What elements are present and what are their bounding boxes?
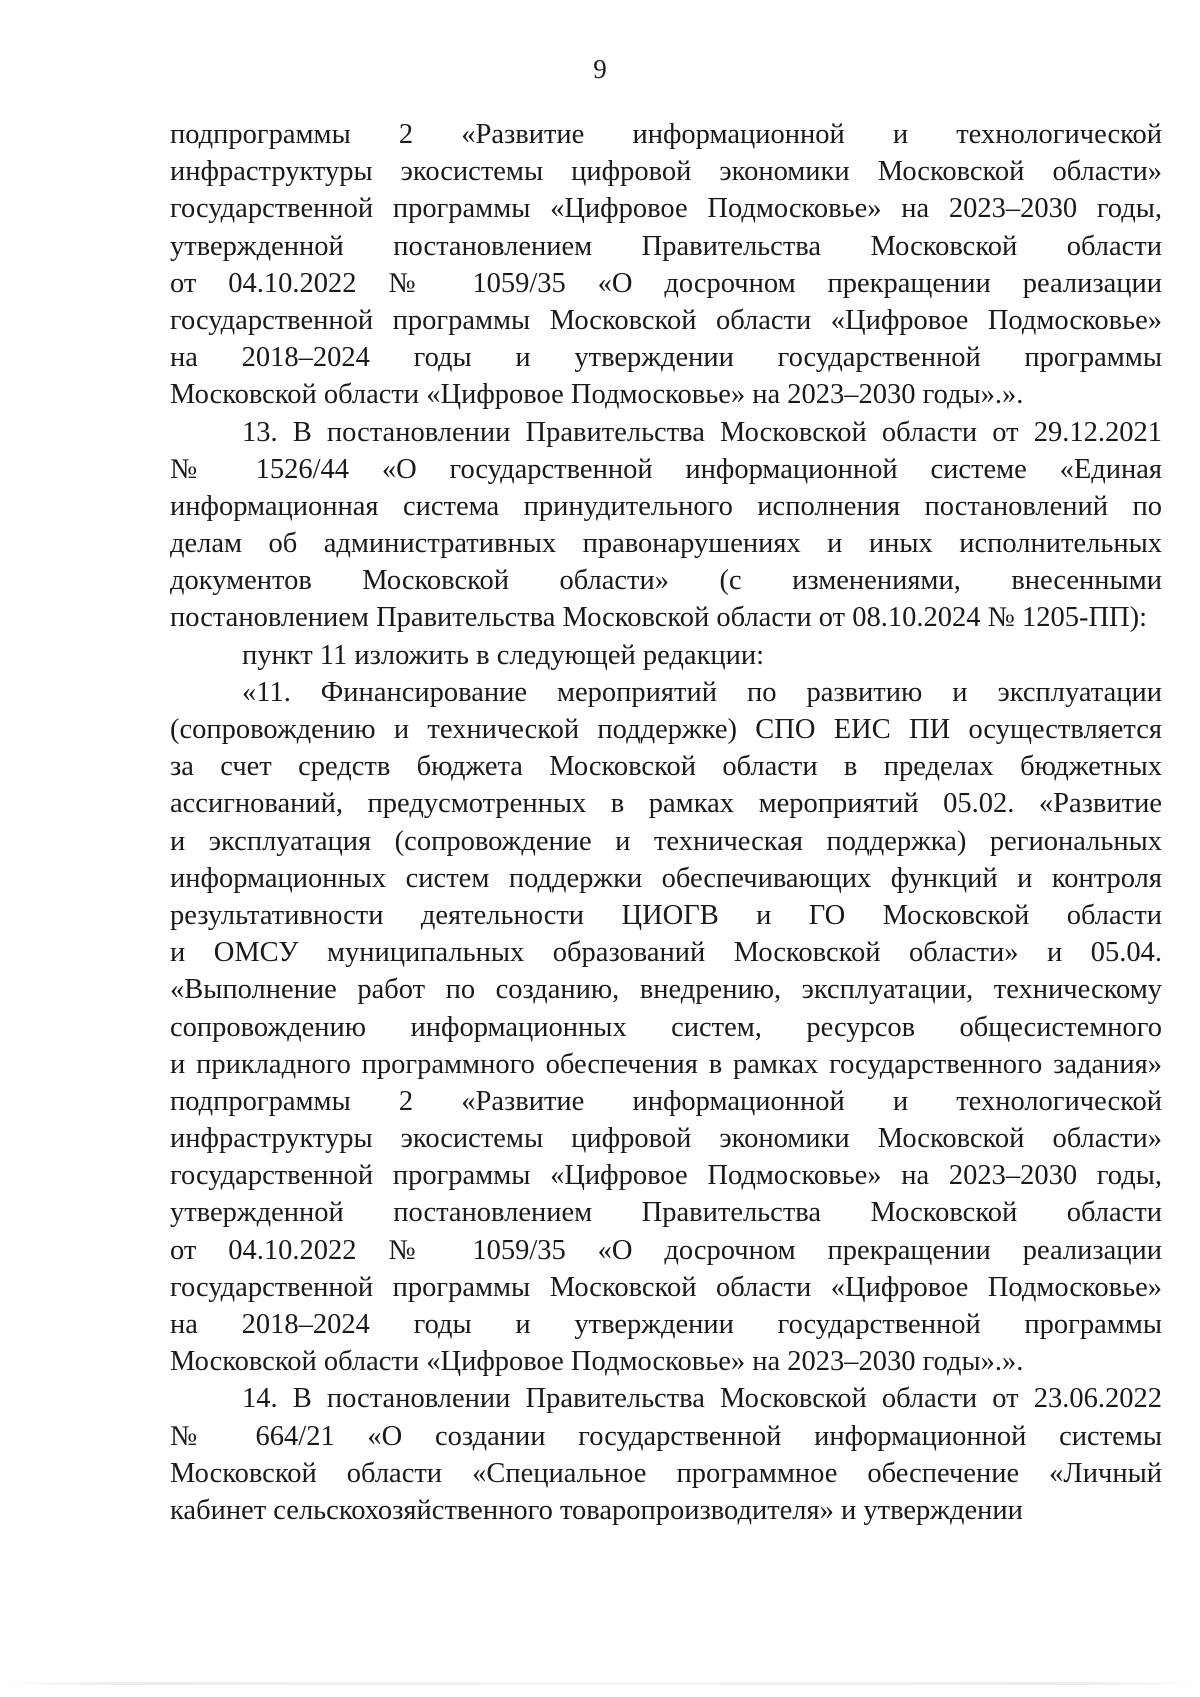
paragraph [170, 1380, 1162, 1529]
text-line: и прикладного программного обеспечения в рамках государственного задания» [170, 1048, 1162, 1080]
text-line: пункт 11 изложить в следующей редакции: [242, 639, 765, 671]
text-line: Московской области «Цифровое Подмосковье» на 2023–2030 годы».». [170, 1346, 1024, 1378]
text-line: инфраструктуры экосистемы цифровой экономики Московской области» [170, 156, 1162, 188]
text-line: (сопровождению и технической поддержке) СПО ЕИС ПИ осуществляется [170, 714, 1162, 745]
scan-edge-artifact [0, 1682, 1200, 1685]
paragraph [170, 674, 1162, 1381]
text-line: государственной программы «Цифровое Подмосковье» на 2023–2030 годы, [170, 193, 1162, 225]
text-line: результативности деятельности ЦИОГВ и ГО Московской области [170, 899, 1162, 931]
text-line: «11. Финансирование мероприятий по развитию и эксплуатации [242, 676, 1162, 708]
text-line: от 04.10.2022 № 1059/35 «О досрочном прекращении реализации [170, 267, 1162, 299]
text-line: утвержденной постановлением Правительства Московской области [170, 1197, 1162, 1229]
page-number: 9 [593, 54, 607, 84]
text-line: ассигнований, предусмотренных в рамках мероприятий 05.02. «Развитие [170, 788, 1162, 820]
text-line: утвержденной постановлением Правительства Московской области [170, 230, 1162, 262]
text-line: документов Московской области» (с изменениями, внесенными [170, 565, 1162, 597]
text-line: № 1526/44 «О государственной информационной системе «Единая [170, 453, 1162, 485]
text-line: подпрограммы 2 «Развитие информационной и технологической [170, 119, 1162, 150]
text-line: № 664/21 «О создании государственной информационной системы [170, 1420, 1162, 1452]
text-line: государственной программы «Цифровое Подмосковье» на 2023–2030 годы, [170, 1160, 1162, 1192]
text-line: сопровождению информационных систем, ресурсов общесистемного [170, 1011, 1162, 1043]
text-line: и ОМСУ муниципальных образований Московской области» и 05.04. [170, 937, 1162, 969]
paragraph [170, 116, 1162, 414]
text-line: инфраструктуры экосистемы цифровой экономики Московской области» [170, 1123, 1162, 1155]
text-line: государственной программы Московской области «Цифровое Подмосковье» [170, 304, 1162, 336]
text-line: подпрограммы 2 «Развитие информационной и технологической [170, 1085, 1162, 1117]
text-line: кабинет сельскохозяйственного товаропроизводителя» и утверждении [170, 1494, 1023, 1526]
text-line: Московской области «Цифровое Подмосковье» на 2023–2030 годы».». [170, 379, 1024, 411]
text-line: 13. В постановлении Правительства Московской области от 29.12.2021 [242, 416, 1162, 448]
document-body [170, 116, 1162, 1529]
text-line: за счет средств бюджета Московской области в пределах бюджетных [170, 751, 1162, 783]
text-line: делам об административных правонарушениях и иных исполнительных [170, 528, 1162, 560]
paragraph [170, 414, 1162, 637]
text-line: 14. В постановлении Правительства Московской области от 23.06.2022 [242, 1383, 1162, 1415]
text-line: «Выполнение работ по созданию, внедрению, эксплуатации, техническому [170, 974, 1162, 1006]
text-line: на 2018–2024 годы и утверждении государственной программы [170, 342, 1162, 374]
text-line: от 04.10.2022 № 1059/35 «О досрочном прекращении реализации [170, 1234, 1162, 1266]
text-line: информационных систем поддержки обеспечивающих функций и контроля [170, 862, 1162, 894]
text-line: на 2018–2024 годы и утверждении государственной программы [170, 1309, 1162, 1340]
paragraph [170, 637, 1162, 674]
text-line: Московской области «Специальное программное обеспечение «Личный [170, 1457, 1162, 1489]
text-line: постановлением Правительства Московской области от 08.10.2024 № 1205-ПП): [170, 602, 1148, 634]
text-line: государственной программы Московской области «Цифровое Подмосковье» [170, 1271, 1162, 1303]
text-line: информационная система принудительного исполнения постановлений по [170, 490, 1162, 522]
text-line: и эксплуатация (сопровождение и техническая поддержка) региональных [170, 825, 1162, 857]
